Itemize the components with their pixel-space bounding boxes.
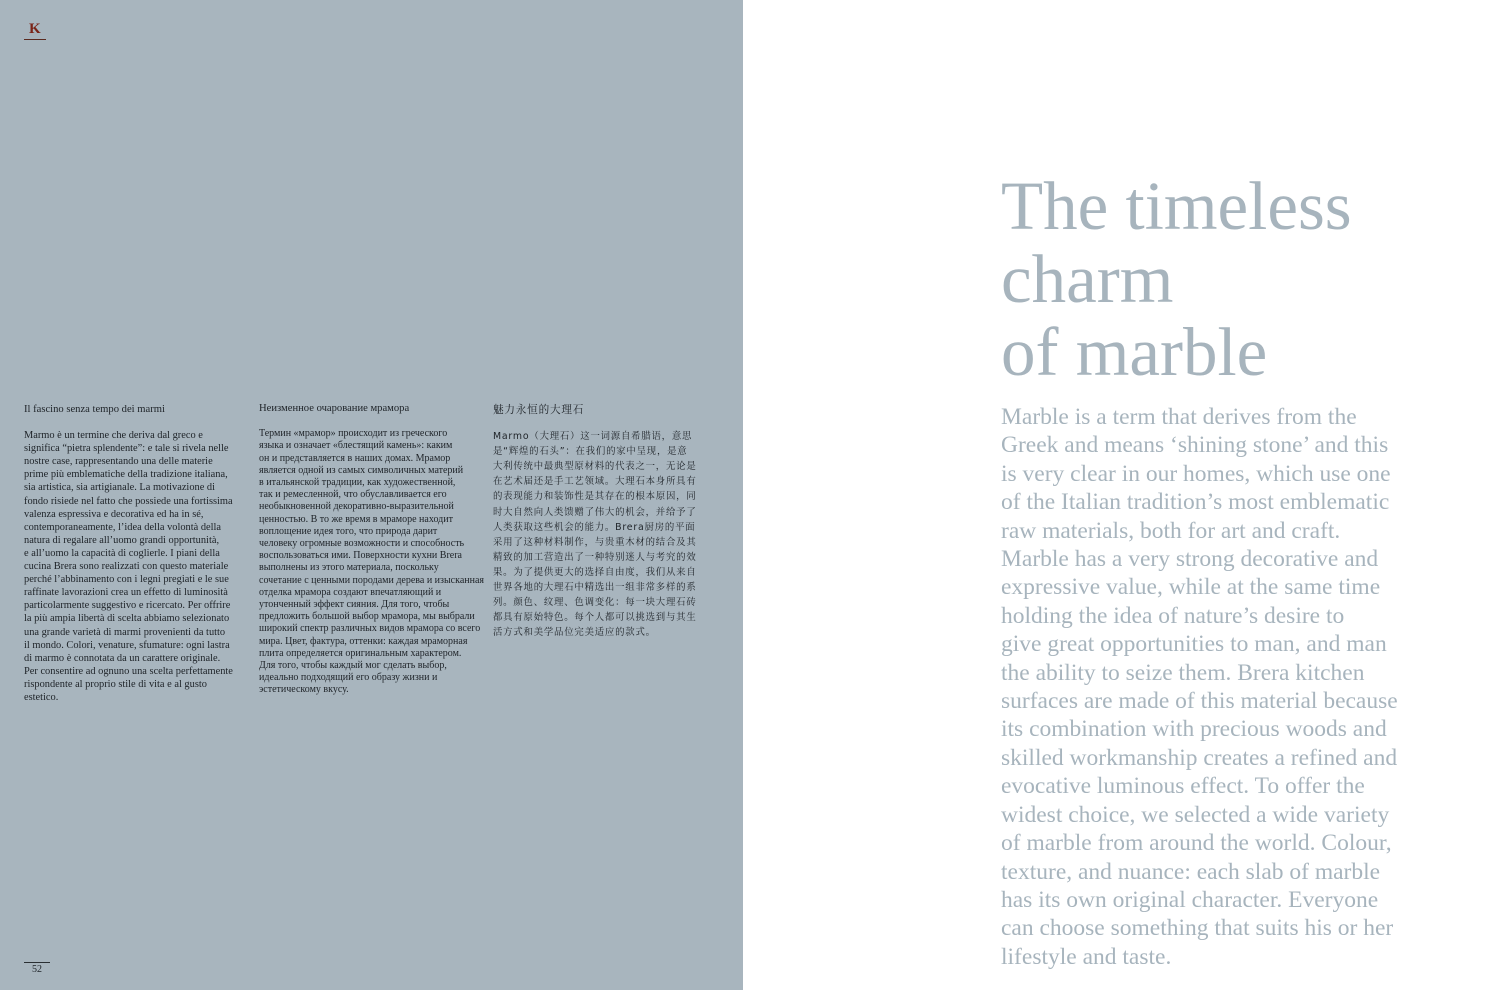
russian-column	[259, 403, 489, 697]
headline: The timeless charm of marble	[1001, 168, 1352, 390]
italian-column	[24, 403, 252, 704]
chinese-column	[493, 403, 715, 640]
page-number: 52	[24, 962, 50, 975]
logo-letter: K	[29, 21, 41, 37]
logo-underline	[24, 39, 46, 40]
chinese-body: Marmo（大理石）这一词源自希腊语，意思 是“辉煌的石头”：在我们的家中呈现，是意 大利传统中最典型原材料的代表之一，无论是 在艺术届还是手工艺领域。大理石本身所具有 的表现能力和装饰性是其存在的根本原因，同 时大自然向人类馈赠了伟大的机会，并给予了 人类获取这些机会的能力。Brera厨房的平面 采用了这种材料制作，与贵重木材的结合及其 精致的加工营造出了一种特别迷人与考究的效 果。为了提供更大的选择自由度，我们从来自 世界各地的大理石中精选出一组非常多样的系 列。颜色、纹理、色调变化：每一块大理石砖 都具有原始特色。每个人都可以挑选到与其生 活方式和美学品位完美适应的款式。	[493, 431, 697, 639]
russian-body: Термин «мрамор» происходит из греческого языка и означает «блестящий камень»: каким он и представляется в наших домах. Мрамор является одной из самых символичных материй в итальянской традиции, как художественной, так и ремесленной, что обуславливается его необыкновенной декоративно-выразительной ценностью. В то же время в мраморе находит воплощение идея того, что природа дарит человеку огромные возможности и способность воспользоваться ими. Поверхности кухни Brera выполнены из этого материала, поскольку сочетание с ценными породами дерева и изысканная отделка мрамора создают впечатляющий и утонченный эффект сияния. Для того, чтобы предложить большой выбор мрамора, мы выбрали широкий спектр различных видов мрамора со всего мира. Цвет, фактура, оттенки: каждая мраморная плита определяется оригинальным характером. Для того, чтобы каждый мог сделать выбор, идеально подходящий его образу жизни и эстетическому вкусу.	[259, 428, 485, 696]
right-page	[743, 0, 1485, 990]
english-body: Marble is a term that derives from the Greek and means ‘shining stone’ and this is very clear in our homes, which use one of the Italian tradition’s most emblematic raw materials, both for art and craft. Marble has a very strong decorative and expressive value, while at the same time holding the idea of nature’s desire to give great opportunities to man, and man the ability to seize them. Brera kitchen surfaces are made of this material because its combination with precious woods and skilled workmanship creates a refined and evocative luminous effect. To offer the widest choice, we selected a wide variety of marble from around the world. Colour, texture, and nuance: each slab of marble has its own original character. Everyone can choose something that suits his or her lifestyle and taste.	[1001, 404, 1398, 970]
italian-title: Il fascino senza tempo dei marmi	[24, 404, 165, 415]
brand-logo-icon	[24, 21, 46, 42]
russian-title: Неизменное очарование мрамора	[259, 403, 410, 414]
italian-body: Marmo è un termine che deriva dal greco e significa “pietra splendente”: e tale si rivela nelle nostre case, rappresentando una delle materie prime più emblematiche della tradizione italiana, sia artistica, sia artigianale. La motivazione di fondo risiede nel fatto che possiede una fortissima valenza espressiva e decorativa ed ha in sé, contemporaneamente, l’idea della volontà della natura di regalare all’uomo grandi opportunità, e all’uomo la capacità di coglierle. I piani della cucina Brera sono realizzati con questo materiale perché l’abbinamento con i legni pregiati e le sue raffinate lavorazioni crea un effetto di luminosità particolarmente suggestivo e ricercato. Per offrire la più ampia libertà di scelta abbiamo selezionato una grande varietà di marmi provenienti da tutto il mondo. Colori, venature, sfumature: ogni lastra di marmo è connotata da un carattere originale. Per consentire ad ognuno una scelta perfettamente rispondente al proprio stile di vita e al gusto estetico.	[24, 430, 233, 703]
chinese-title: 魅力永恒的大理石	[493, 404, 585, 416]
